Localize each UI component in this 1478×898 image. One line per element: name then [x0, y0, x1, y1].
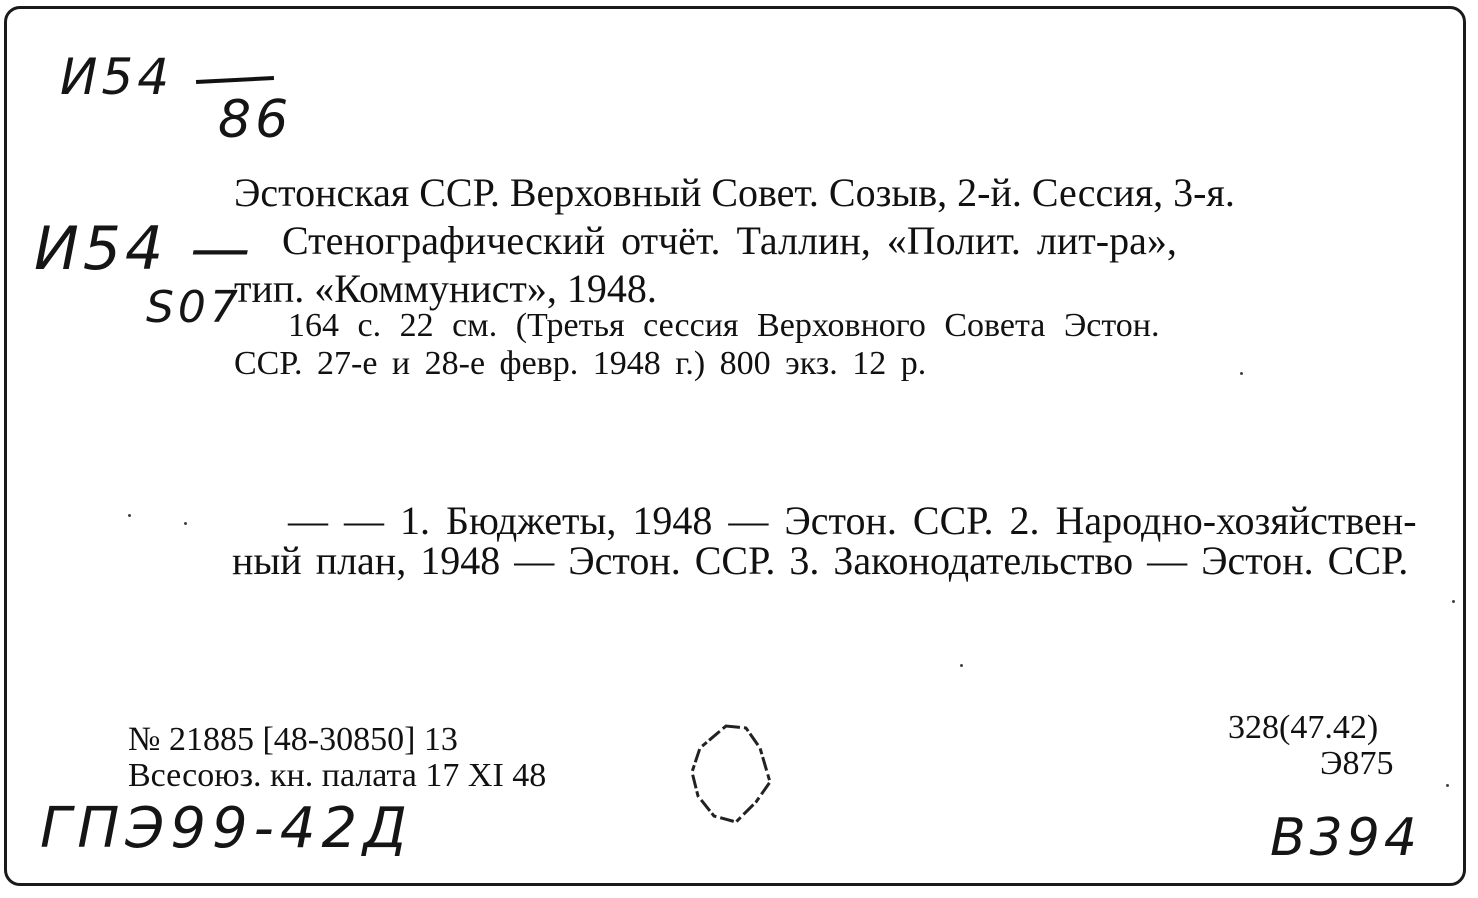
handwritten-shelfmark-mid-number: S07 [146, 282, 242, 333]
entry-note-line: ССР. 27-е и 28-е февр. 1948 г.) 800 экз. 12 р. [234, 345, 927, 382]
classification-code: 328(47.42) [1228, 709, 1379, 746]
handwritten-shelfmark-top: И54 [60, 48, 174, 106]
author-sign: Э875 [1320, 745, 1394, 782]
entry-collation-line: 164 с. 22 см. (Третья сессия Верховного Совета Эстон. [288, 307, 1160, 344]
subjects-line-2: ный план, 1948 — Эстон. ССР. 3. Законодательство — Эстон. ССР. [232, 538, 1409, 583]
scan-speck [1446, 784, 1449, 787]
handwritten-inventory-number: ГПЭ99-42Д [40, 796, 413, 861]
entry-imprint-line: тип. «Коммунист», 1948. [234, 266, 657, 311]
handwritten-accession-number: В394 [1270, 808, 1421, 868]
handwritten-shelfmark-mid: И54 — [34, 214, 255, 284]
card-hole-outline [686, 722, 778, 826]
scan-speck [128, 514, 131, 517]
entry-title-line: Стенографический отчёт. Таллин, «Полит. лит-ра», [282, 218, 1177, 263]
card-number: № 21885 [48-30850] 13 [128, 721, 458, 758]
subjects-line-1: — — 1. Бюджеты, 1948 — Эстон. ССР. 2. Народно-хозяйствен- [288, 498, 1417, 543]
entry-heading-line: Эстонская ССР. Верховный Совет. Созыв, 2-й. Сессия, 3-я. [234, 170, 1235, 215]
scan-speck [1452, 600, 1455, 603]
scan-speck [184, 522, 187, 525]
scan-speck [1240, 372, 1243, 375]
handwritten-shelfmark-top-number: 86 [218, 90, 293, 150]
scan-speck [960, 664, 963, 667]
publisher-chamber: Всесоюз. кн. палата 17 XI 48 [128, 757, 547, 794]
